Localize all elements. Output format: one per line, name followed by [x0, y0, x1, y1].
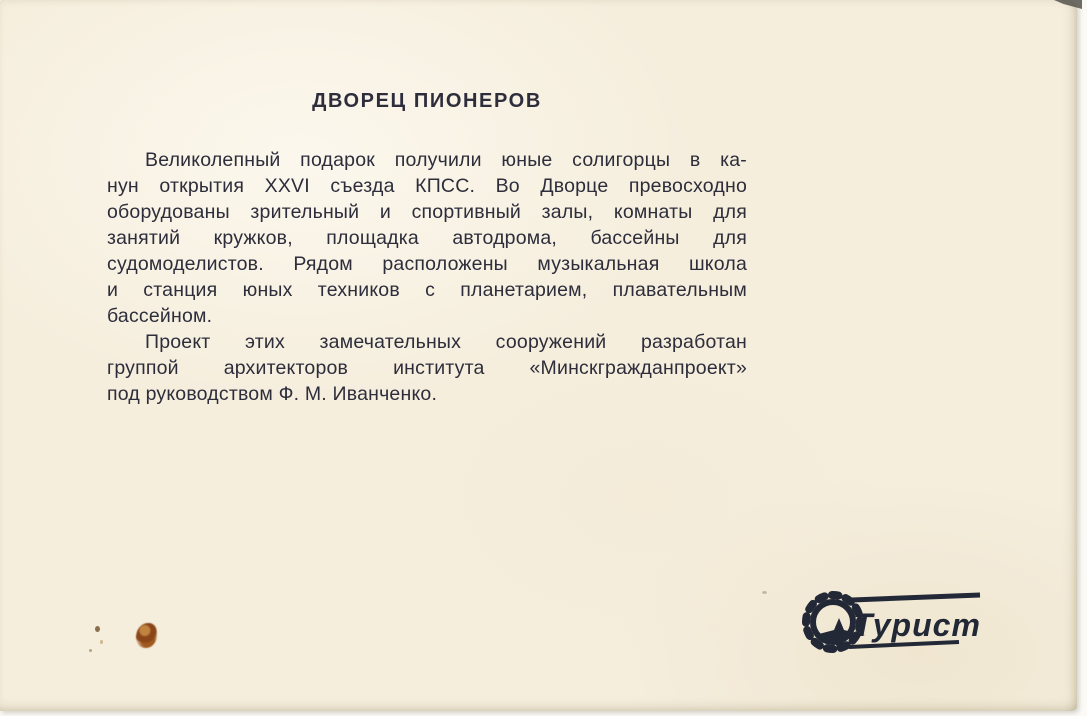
text-line: судомоделистов. Рядом расположены музыкальная школа: [107, 253, 747, 275]
text-line: Великолепный подарок получили юные солигорцы в ка-: [145, 149, 747, 171]
speck: [100, 640, 103, 644]
postcard-text: [107, 147, 747, 407]
paragraph: [107, 329, 747, 407]
text-line: и станция юных техников с планетарием, плавательным: [107, 279, 747, 301]
text-line: занятий кружков, площадка автодрома, бассейны для: [107, 227, 747, 249]
speck: [95, 626, 100, 632]
text-line: под руководством Ф. М. Иванченко.: [107, 383, 438, 405]
page-title: ДВОРЕЦ ПИОНЕРОВ: [312, 90, 542, 112]
text-line: группой архитекторов института «Минскгражданпроект»: [107, 357, 747, 379]
text-line: бассейном.: [107, 305, 213, 327]
speck: [762, 591, 767, 594]
paragraph: [107, 147, 747, 329]
gear-icon: [806, 595, 860, 649]
logo-text: Турист: [853, 607, 981, 643]
speck: [89, 649, 92, 652]
text-line: оборудованы зрительный и спортивный залы, комнаты для: [107, 201, 747, 223]
logo-overline: [852, 595, 980, 600]
turist-logo: [797, 584, 985, 658]
text-line: Проект этих замечательных сооружений разработан: [145, 331, 747, 353]
text-line: нун открытия XXVI съезда КПСС. Во Дворце превосходно: [107, 175, 747, 197]
stain: [136, 623, 157, 648]
